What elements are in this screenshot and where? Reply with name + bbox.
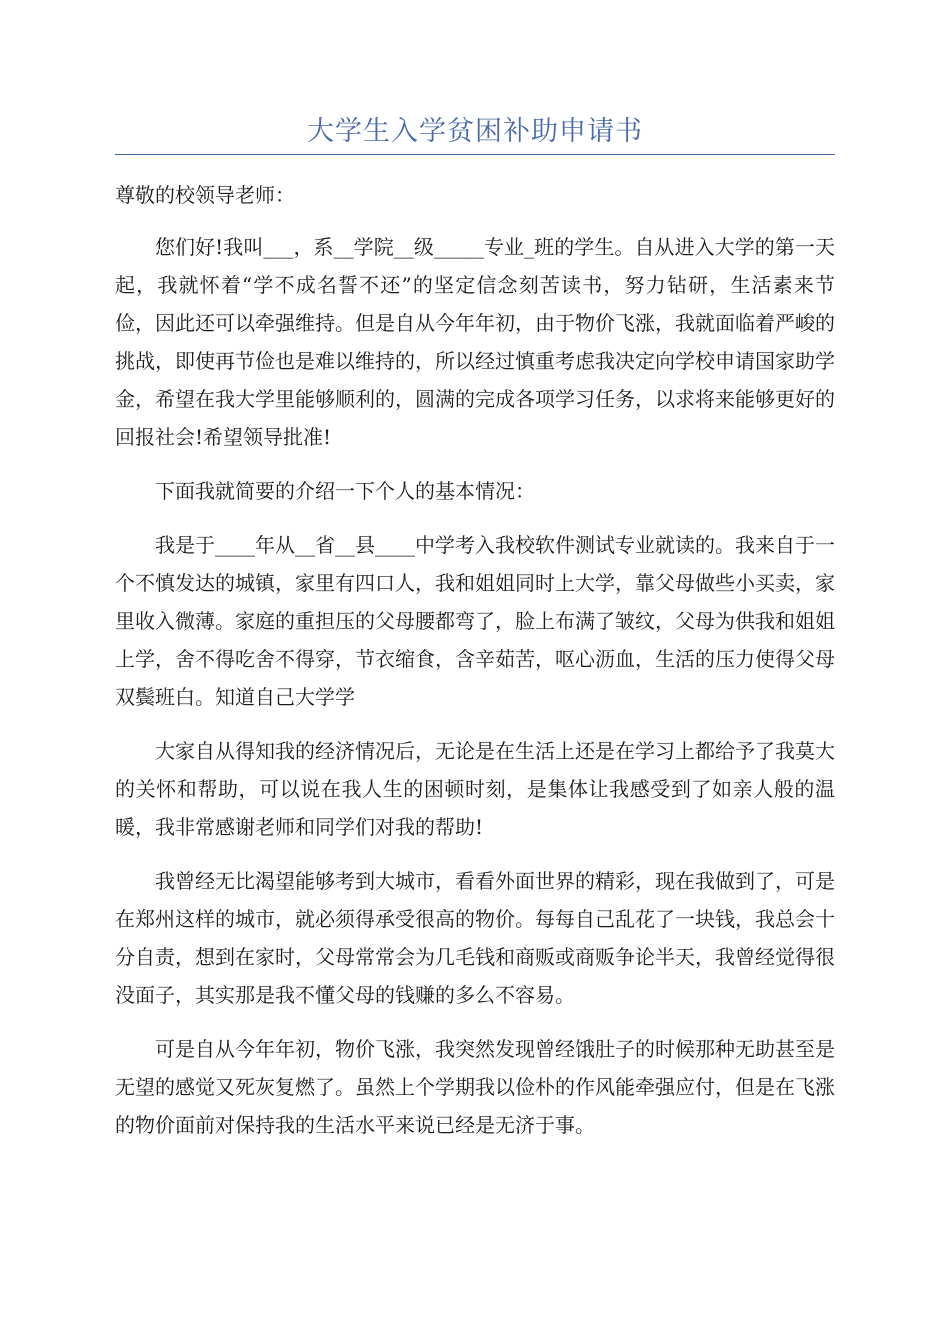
paragraph-gratitude: 大家自从得知我的经济情况后，无论是在生活上还是在学习上都给予了我莫大的关怀和帮助，可以说在我人生的困顿时刻，是集体让我感受到了如亲人般的温暖，我非常感谢老师和同学们对我的帮助! <box>115 739 835 839</box>
paragraph-prices: 可是自从今年年初，物价飞涨，我突然发现曾经饿肚子的时候那种无助甚至是无望的感觉又死灰复燃了。虽然上个学期我以俭朴的作风能牵强应付，但是在飞涨的物价面前对保持我的生活水平来说已经是无济于事。 <box>115 1037 835 1137</box>
paragraph-greeting: 您们好!我叫___，系__学院__级_____专业_班的学生。自从进入大学的第一天起，我就怀着“学不成名誓不还”的坚定信念刻苦读书，努力钻研，生活素来节俭，因此还可以牵强维持。但是自从今年年初，由于物价飞涨，我就面临着严峻的挑战，即使再节俭也是难以维持的，所以经过慎重考虑我决定向学校申请国家助学金，希望在我大学里能够顺利的，圆满的完成各项学习任务，以求将来能够更好的回报社会!希望领导批准! <box>115 235 835 449</box>
title-underline <box>115 154 835 155</box>
paragraph-background: 我是于____年从__省__县____中学考入我校软件测试专业就读的。我来自于一个不慎发达的城镇，家里有四口人，我和姐姐同时上大学，靠父母做些小买卖，家里收入微薄。家庭的重担压的父母腰都弯了，脸上布满了皱纹，父母为供我和姐姐上学，舍不得吃舍不得穿，节衣缩食，含辛茹苦，呕心沥血，生活的压力使得父母双鬓班白。知道自己大学学 <box>115 533 835 709</box>
salutation: 尊敬的校领导老师： <box>115 183 295 207</box>
paragraph-intro: 下面我就简要的介绍一下个人的基本情况： <box>155 479 535 503</box>
document-body <box>115 176 835 1160</box>
document-title: 大学生入学贫困补助申请书 <box>307 116 643 147</box>
paragraph-city-life: 我曾经无比渴望能够考到大城市，看看外面世界的精彩，现在我做到了，可是在郑州这样的城市，就必须得承受很高的物价。每每自己乱花了一块钱，我总会十分自责，想到在家时，父母常常会为几毛钱和商贩或商贩争论半天，我曾经觉得很没面子，其实那是我不懂父母的钱赚的多么不容易。 <box>115 869 835 1007</box>
